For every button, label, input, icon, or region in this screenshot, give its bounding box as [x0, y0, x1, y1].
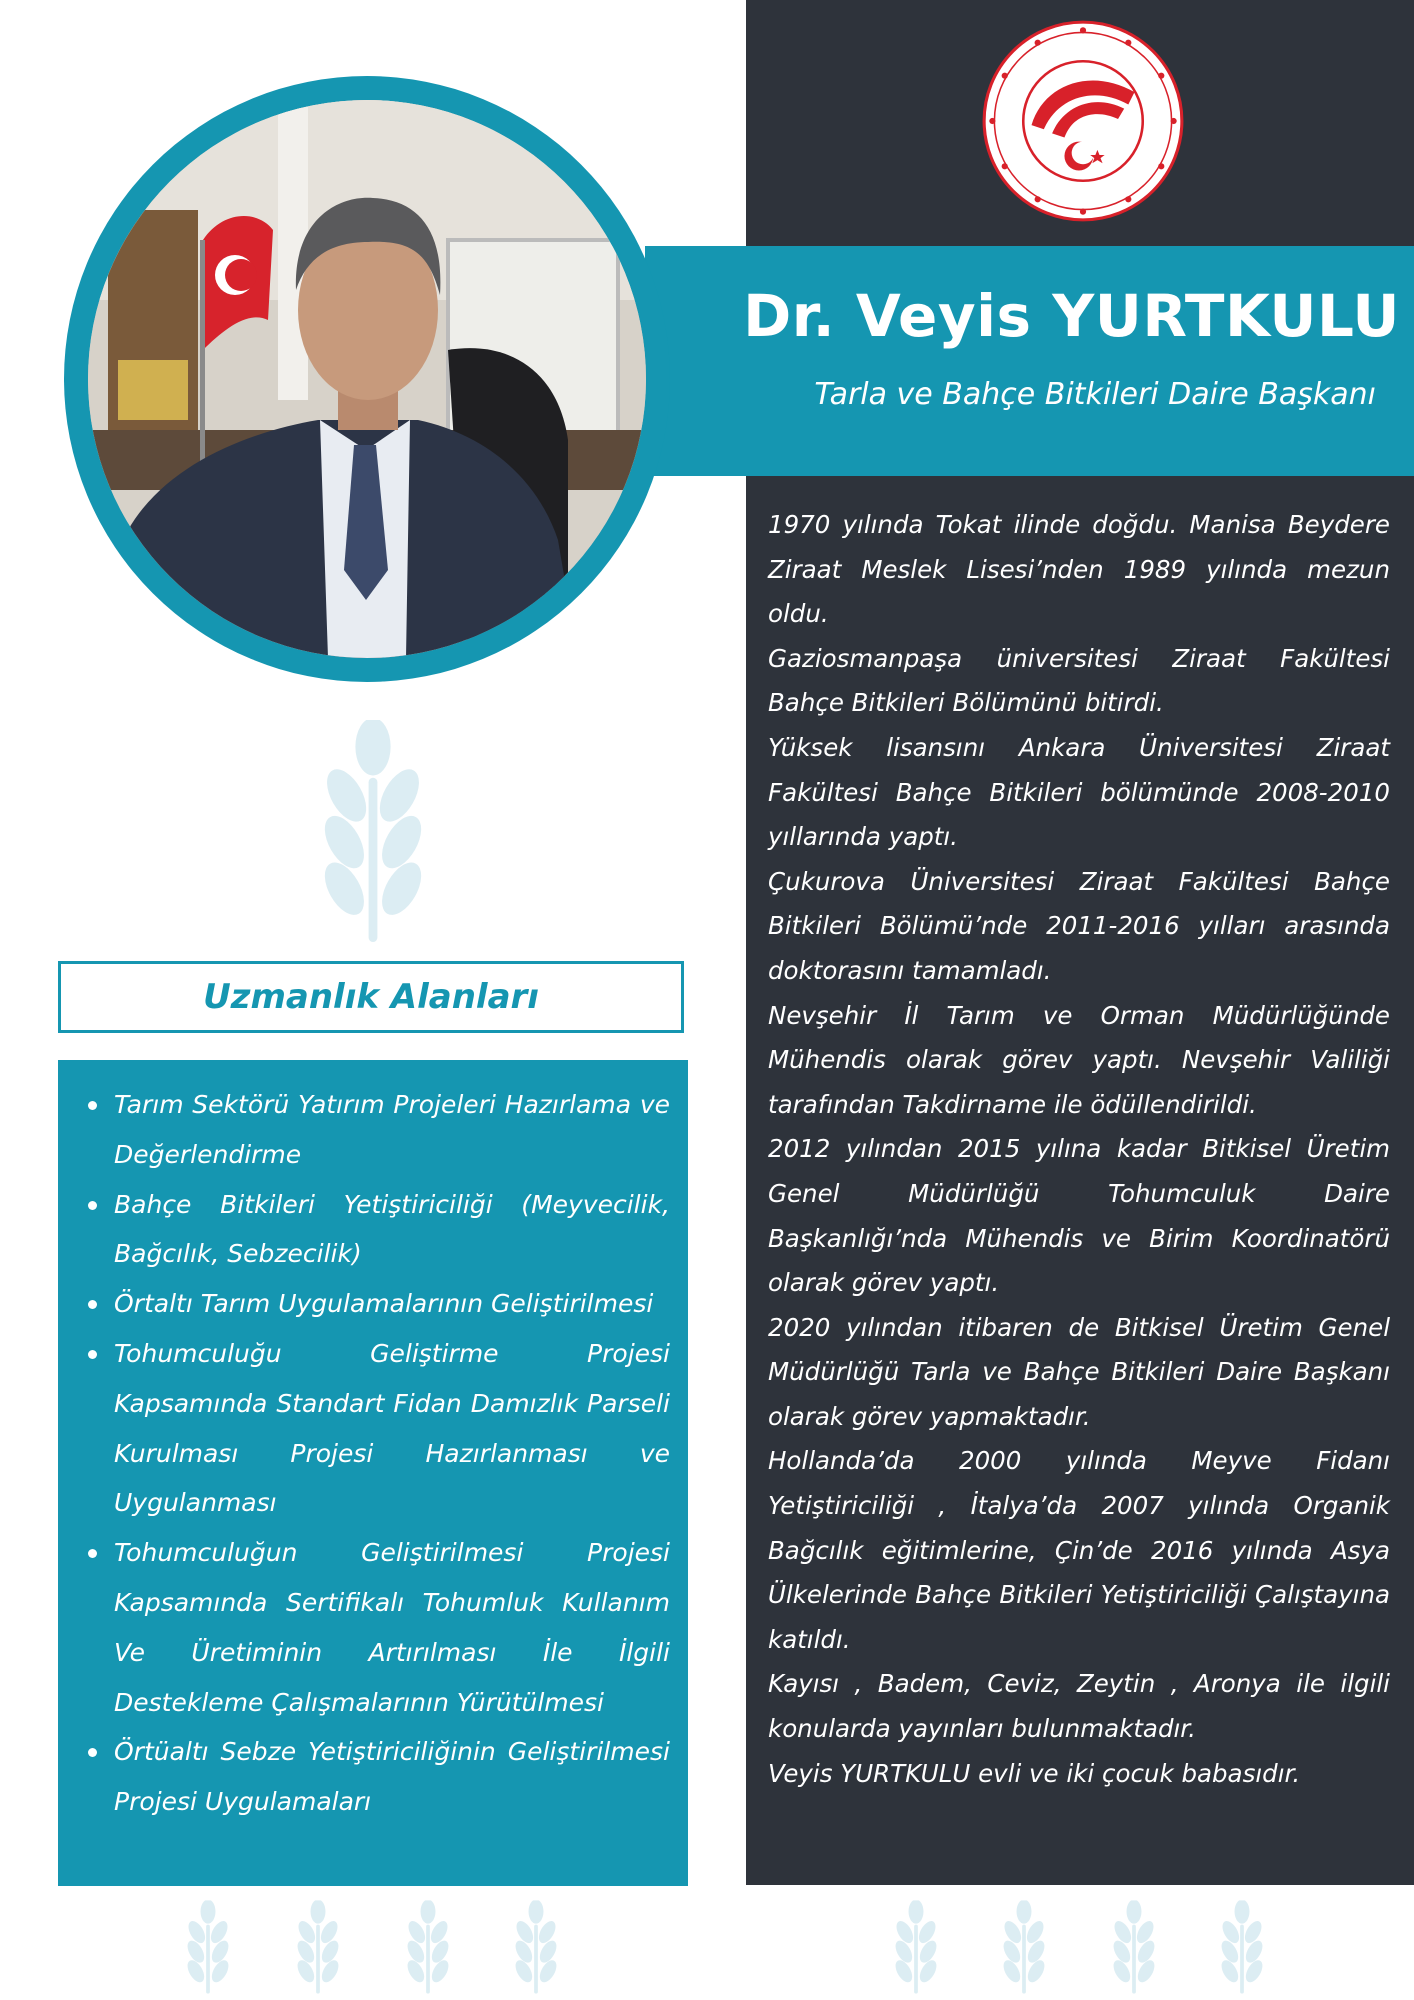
- expertise-heading-box: [58, 961, 684, 1033]
- expertise-heading: Uzmanlık Alanları: [203, 977, 539, 1017]
- list-item: Örtüaltı Sebze Yetiştiriciliğinin Geliştirilmesi Projesi Uygulamaları: [114, 1727, 670, 1827]
- portrait-photo: [88, 100, 646, 658]
- list-item: Tohumculuğu Geliştirme Projesi Kapsamında Standart Fidan Damızlık Parseli Kurulması Projesi Hazırlanması ve Uygulanması: [114, 1329, 670, 1528]
- list-item: Bahçe Bitkileri Yetiştiriciliği (Meyvecilik, Bağcılık, Sebzecilik): [114, 1180, 670, 1280]
- wheat-icon: [307, 720, 439, 942]
- biography-text: [768, 503, 1390, 1796]
- bio-paragraph: Çukurova Üniversitesi Ziraat Fakültesi Bahçe Bitkileri Bölümü’nde 2011-2016 yılları arasında doktorasını tamamladı.: [768, 866, 1390, 985]
- person-title: Tarla ve Bahçe Bitkileri Daire Başkanı: [814, 377, 1376, 412]
- wheat-icon: [400, 1900, 456, 1994]
- bio-paragraph: Veyis YURTKULU evli ve iki çocuk babasıdır.: [768, 1758, 1301, 1788]
- bio-paragraph: Gaziosmanpaşa üniversitesi Ziraat Fakültesi Bahçe Bitkileri Bölümünü bitirdi.: [768, 643, 1390, 718]
- bio-paragraph: 1970 yılında Tokat ilinde doğdu. Manisa Beydere Ziraat Meslek Lisesi’nden 1989 yılında mezun oldu.: [768, 510, 1390, 629]
- person-name: Dr. Veyis YURTKULU: [743, 282, 1400, 350]
- list-item: Tohumculuğun Geliştirilmesi Projesi Kapsamında Sertifikalı Tohumluk Kullanım Ve Üretiminin Artırılması İle İlgili Destekleme Çalışmalarının Yürütülmesi: [114, 1528, 670, 1727]
- bio-paragraph: 2012 yılından 2015 yılına kadar Bitkisel Üretim Genel Müdürlüğü Tohumculuk Daire Başkanlığı’nda Mühendis ve Birim Koordinatörü olarak görev yaptı.: [768, 1134, 1390, 1298]
- bio-paragraph: 2020 yılından itibaren de Bitkisel Üretim Genel Müdürlüğü Tarla ve Bahçe Bitkileri Daire Başkanı olarak görev yapmaktadır.: [768, 1312, 1390, 1431]
- expertise-panel: [58, 1060, 688, 1886]
- wheat-icon: [508, 1900, 564, 1994]
- wheat-icon: [996, 1900, 1052, 1994]
- bio-paragraph: Nevşehir İl Tarım ve Orman Müdürlüğünde Mühendis olarak görev yaptı. Nevşehir Valiliği tarafından Takdirname ile ödüllendirildi.: [768, 1000, 1390, 1119]
- wheat-icon: [888, 1900, 944, 1994]
- list-item: Örtaltı Tarım Uygulamalarının Geliştirilmesi: [114, 1279, 670, 1329]
- bio-paragraph: Kayısı , Badem, Ceviz, Zeytin , Aronya ile ilgili konularda yayınları bulunmaktadır.: [768, 1669, 1390, 1744]
- wheat-icon: [1214, 1900, 1270, 1994]
- expertise-list: [114, 1080, 670, 1827]
- wheat-icon: [290, 1900, 346, 1994]
- bio-paragraph: Yüksek lisansını Ankara Üniversitesi Ziraat Fakültesi Bahçe Bitkileri bölümünde 2008-2010 yıllarında yaptı.: [768, 732, 1390, 852]
- list-item: Tarım Sektörü Yatırım Projeleri Hazırlama ve Değerlendirme: [114, 1080, 670, 1180]
- ministry-seal-logo: [980, 18, 1186, 224]
- wheat-icon: [1106, 1900, 1162, 1994]
- wheat-icon: [180, 1900, 236, 1994]
- bio-paragraph: Hollanda’da 2000 yılında Meyve Fidanı Yetiştiriciliği , İtalya’da 2007 yılında Organik Bağcılık eğitimlerine, Çin’de 2016 yılında Asya Ülkelerinde Bahçe Bitkileri Yetiştiriciliği Çalıştayına katıldı.: [768, 1446, 1390, 1654]
- header-band: [645, 246, 1414, 476]
